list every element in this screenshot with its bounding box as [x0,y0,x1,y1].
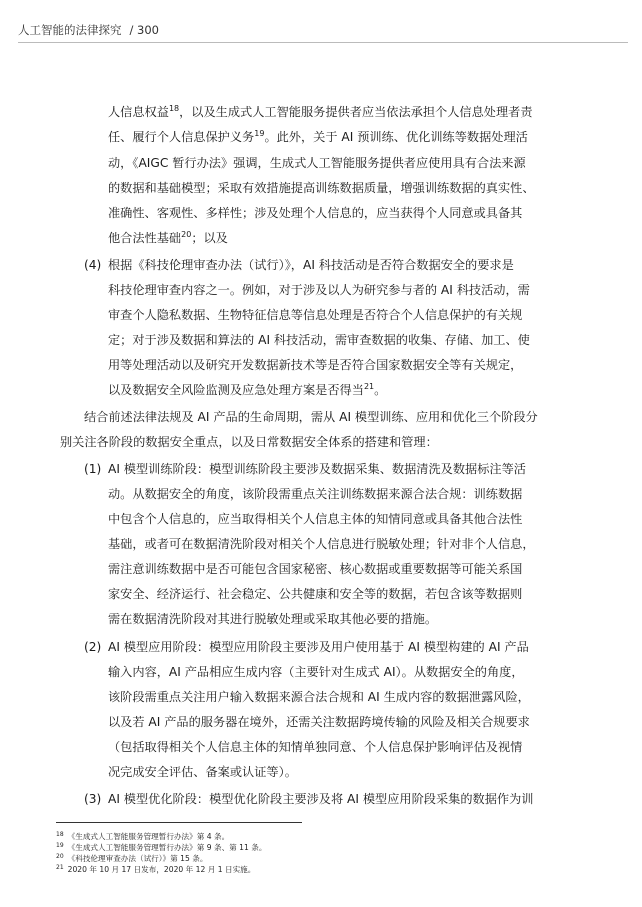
footnote-ref: 21 [363,382,375,391]
footnote: $^{19}$ 《生成式人工智能服务管理暂行办法》第 9 条、第 11 条。 [56,842,267,852]
list-number: (2) [84,640,102,654]
book-title: 人工智能的法律探究 [18,23,122,37]
header-rule [18,42,628,43]
list-number: (1) [84,462,102,476]
page-number: / 300 [129,23,159,37]
footnote: $^{18}$ 《生成式人工智能服务管理暂行办法》第 4 条。 [56,831,230,841]
footnote-ref: 19 [254,129,265,138]
list-number: (4) [84,258,102,272]
text-line: 准确性、客观性、多样性；涉及处理个人信息的，应当获得个人同意或具备其 [108,206,523,220]
text-line: 根据《科技伦理审查办法（试行）》，AI 科技活动是否符合数据安全的要求是 [108,258,514,272]
footnote-rule [56,822,302,823]
running-header [18,22,159,38]
text-line: 况完成安全评估、备案或认证等）。 [108,765,297,779]
footnote: $^{20}$ 《科技伦理审查办法（试行）》第 15 条。 [56,853,208,863]
footnote: $^{21}$ 2020 年 10 月 17 日发布，2020 年 12 月 1 日实施。 [56,864,256,874]
text-line: （包括取得相关个人信息主体的知情单独同意、个人信息保护影响评估及视情 [108,740,523,754]
text-line: 他合法性基础$^{20}$；以及 [108,230,228,245]
text-line: AI 模型优化阶段：模型优化阶段主要涉及将 AI 模型应用阶段采集的数据作为训 [108,792,534,806]
text-line: 科技伦理审查内容之一。例如，对于涉及以人为研究参与者的 AI 科技活动，需 [108,283,530,297]
text-line: 该阶段需重点关注用户输入数据来源合法合规和 AI 生成内容的数据泄露风险， [108,690,530,704]
text-line: 以及若 AI 产品的服务器在境外，还需关注数据跨境传输的风险及相关合规要求 [108,715,530,729]
text-line: 基础，或者可在数据清洗阶段对相关个人信息进行脱敏处理；针对非个人信息， [108,537,535,551]
text-line: 的数据和基础模型；采取有效措施提高训练数据质量，增强训练数据的真实性、 [108,181,535,195]
text-line: 审查个人隐私数据、生物特征信息等信息处理是否符合个人信息保护的有关规 [108,308,523,322]
text-line: 输入内容，AI 产品相应生成内容（主要针对生成式 AI）。从数据安全的角度， [108,665,524,679]
footnote-ref: 18 [168,104,180,113]
text-line: 人信息权益$^{18}$，以及生成式人工智能服务提供者应当依法承担个人信息处理者责 [108,104,533,119]
list-number: (3) [84,792,102,806]
text-line: 家安全、经济运行、社会稳定、公共健康和安全等的数据，若包含该等数据则 [108,587,523,601]
text-line: AI 模型应用阶段：模型应用阶段主要涉及用户使用基于 AI 模型构建的 AI 产品 [108,640,529,654]
text-line: 别关注各阶段的数据安全重点，以及日常数据安全体系的搭建和管理： [60,435,438,449]
text-line: 动。从数据安全的角度，该阶段需重点关注训练数据来源合法合规：训练数据 [108,487,523,501]
text-line: 任、履行个人信息保护义务$^{19}$。此外，关于 AI 预训练、优化训练等数据处理活 [108,129,528,144]
text-line: 定；对于涉及数据和算法的 AI 科技活动，需审查数据的收集、存储、加工、使 [108,333,530,347]
text-line: 用等处理活动以及研究开发数据新技术等是否符合国家数据安全等有关规定， [108,358,523,372]
text-line: AI 模型训练阶段：模型训练阶段主要涉及数据采集、数据清洗及数据标注等活 [108,462,526,476]
text-line: 动，《AIGC 暂行办法》强调，生成式人工智能服务提供者应使用具有合法来源 [108,156,526,170]
footnote-ref: 20 [181,230,192,239]
text-line: 中包含个人信息的，应当取得相关个人信息主体的知情同意或具备其他合法性 [108,512,523,526]
text-line: 需注意训练数据中是否可能包含国家秘密、核心数据或重要数据等可能关系国 [108,562,523,576]
text-line: 需在数据清洗阶段对其进行脱敏处理或采取其他必要的措施。 [108,612,438,626]
text-line: 结合前述法律法规及 AI 产品的生命周期，需从 AI 模型训练、应用和优化三个阶段分 [84,410,538,424]
text-line: 以及数据安全风险监测及应急处理方案是否得当$^{21}$。 [108,382,387,397]
